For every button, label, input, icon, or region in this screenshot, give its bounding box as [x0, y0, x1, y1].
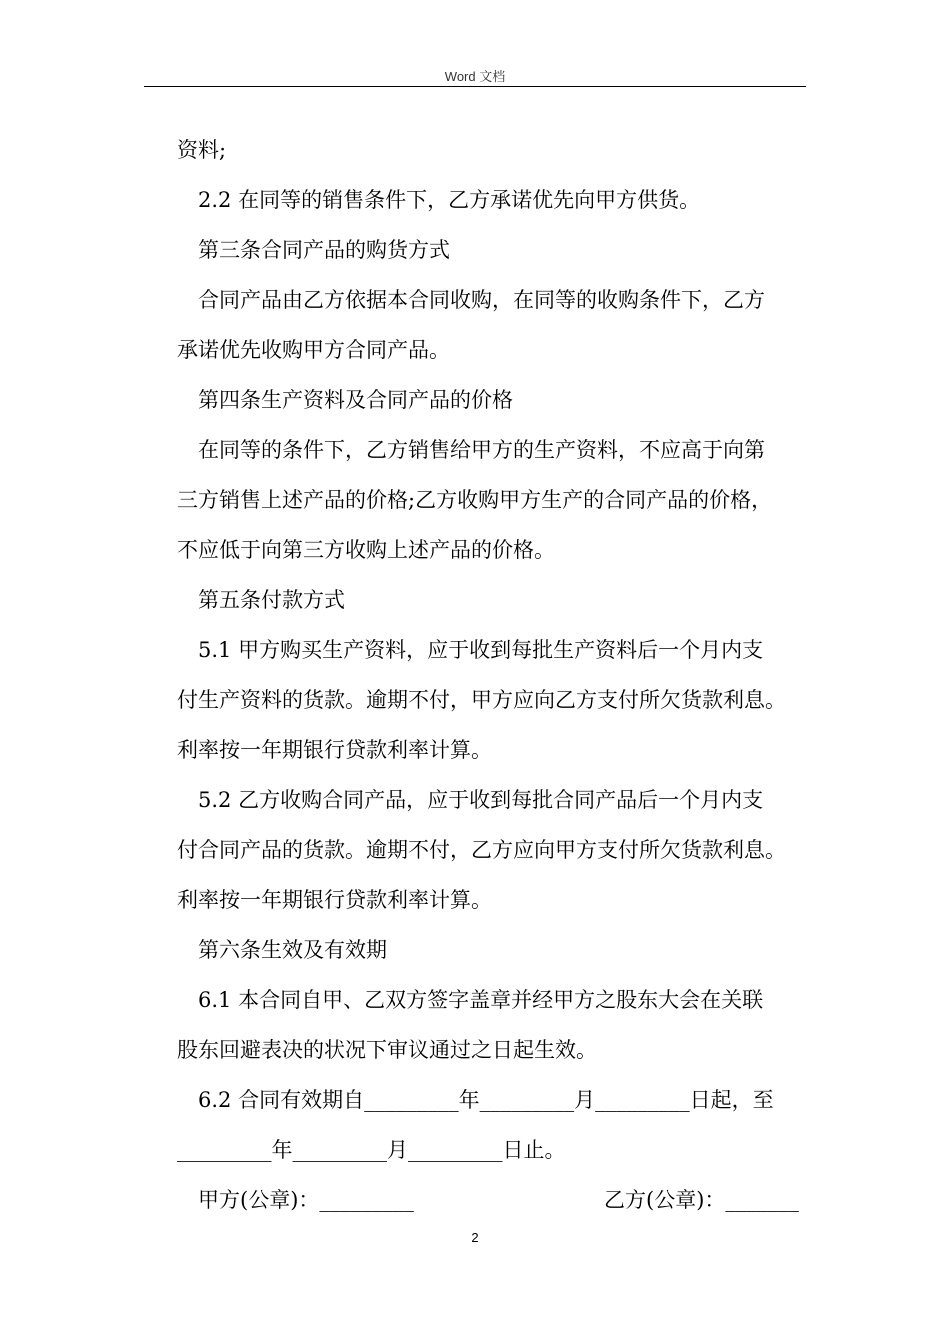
page-number: 2	[471, 1230, 479, 1245]
text-line-20: 6.2 合同有效期自_________年_________月_________日起，至	[198, 1088, 774, 1112]
text-line-19: 股东回避表决的状况下审议通过之日起生效。	[177, 1038, 597, 1062]
text-line-5: 承诺优先收购甲方合同产品。	[177, 338, 450, 362]
text-line-12: 付生产资料的货款。逾期不付，甲方应向乙方支付所欠货款利息。	[177, 688, 786, 712]
section-heading-6: 第六条生效及有效期	[198, 938, 387, 962]
text-line-16: 利率按一年期银行贷款利率计算。	[177, 888, 492, 912]
text-line-4: 合同产品由乙方依据本合同收购，在同等的收购条件下，乙方	[198, 288, 765, 312]
section-heading-4: 第四条生产资料及合同产品的价格	[198, 388, 513, 412]
text-line-1: 资料;	[177, 138, 227, 162]
page-header: Word 文档	[444, 69, 506, 84]
text-line-18: 6.1 本合同自甲、乙双方签字盖章并经甲方之股东大会在关联	[198, 988, 764, 1012]
text-line-14: 5.2 乙方收购合同产品，应于收到每批合同产品后一个月内支	[198, 788, 764, 812]
text-line-7: 在同等的条件下，乙方销售给甲方的生产资料，不应高于向第	[198, 438, 765, 462]
section-heading-3: 第三条合同产品的购货方式	[198, 238, 450, 262]
section-heading-5: 第五条付款方式	[198, 588, 345, 612]
text-line-2: 2.2 在同等的销售条件下，乙方承诺优先向甲方供货。	[198, 188, 701, 212]
signature-party-a: 甲方(公章)：_________	[198, 1188, 414, 1212]
text-line-11: 5.1 甲方购买生产资料，应于收到每批生产资料后一个月内支	[198, 638, 764, 662]
text-line-15: 付合同产品的货款。逾期不付，乙方应向甲方支付所欠货款利息。	[177, 838, 786, 862]
text-line-21: _________年_________月_________日止。	[177, 1138, 566, 1162]
signature-party-b: 乙方(公章)：_______	[604, 1188, 799, 1212]
text-line-9: 不应低于向第三方收购上述产品的价格。	[177, 538, 555, 562]
header-divider	[144, 86, 806, 87]
text-line-8: 三方销售上述产品的价格;乙方收购甲方生产的合同产品的价格，	[177, 488, 773, 512]
text-line-13: 利率按一年期银行贷款利率计算。	[177, 738, 492, 762]
